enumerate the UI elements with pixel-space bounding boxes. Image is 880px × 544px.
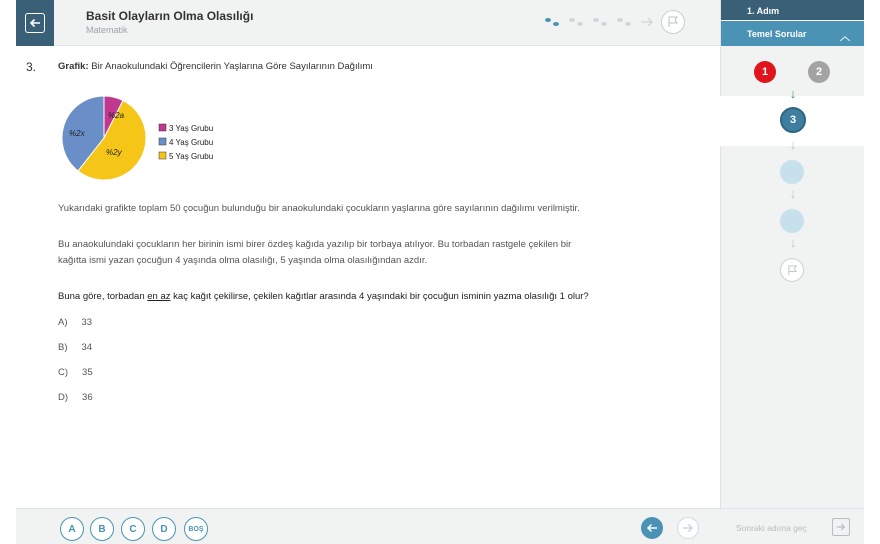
- option-value: 34: [81, 342, 93, 353]
- arrow-down-icon: ↓: [789, 137, 797, 152]
- previous-question-button[interactable]: [641, 517, 663, 539]
- back-arrow-icon: [25, 13, 45, 33]
- answer-button-b[interactable]: B: [90, 517, 114, 541]
- next-question-button[interactable]: [677, 517, 699, 539]
- arrow-down-icon: ↓: [789, 186, 797, 201]
- answer-bar: [16, 508, 720, 544]
- page-title: Basit Olayların Olma Olasılığı: [86, 9, 254, 23]
- arrow-left-icon: [646, 522, 658, 534]
- question-node-empty[interactable]: [780, 209, 804, 233]
- next-step-button[interactable]: [832, 518, 850, 536]
- option-letter: C): [58, 367, 69, 378]
- app: [16, 0, 864, 544]
- question-number: 3.: [26, 60, 37, 74]
- prompt-pre: Buna göre, torbadan: [58, 291, 148, 302]
- answer-button-d[interactable]: D: [152, 517, 176, 541]
- option-a[interactable]: [58, 317, 92, 328]
- chevron-up-icon[interactable]: ︿: [840, 32, 850, 43]
- section-header[interactable]: [721, 20, 864, 46]
- question-node-1[interactable]: 1: [754, 61, 776, 83]
- option-c[interactable]: [58, 367, 93, 378]
- question-title-text: Bir Anaokulundaki Öğrencilerin Yaşlarına Göre Sayılarının Dağılımı: [91, 61, 373, 72]
- paragraph-2a: Bu anaokulundaki çocukların her birinin ismi birer özdeş kağıda yazılıp bir torbaya atılıyor. Bu torbadan rastgele çekilen bir: [58, 239, 572, 250]
- next-step-label[interactable]: Sonraki adıma geç: [736, 523, 807, 533]
- step-label: 1. Adım: [721, 0, 864, 20]
- back-button[interactable]: [16, 0, 54, 46]
- option-letter: D): [58, 392, 69, 403]
- question-node-2[interactable]: 2: [808, 61, 830, 83]
- footsteps-icon: [616, 16, 633, 28]
- paragraph-2b: kağıtta ismi yazan çocuğun 4 yaşında olma olasılığı, 5 yaşında olma olasılığından azdır.: [58, 255, 428, 266]
- question-node-3[interactable]: 3: [780, 107, 806, 133]
- legend-swatch-3: [159, 124, 166, 131]
- arrow-right-icon: [640, 16, 654, 28]
- prompt-underlined: en az: [147, 291, 171, 302]
- paragraph-1: Yukarıdaki grafikte toplam 50 çocuğun bulunduğu bir anaokulundaki çocukların yaşlarına göre sayılarının dağılımı verilmiştir.: [58, 203, 580, 214]
- footsteps-icon: [592, 16, 609, 28]
- prompt-post: kaç kağıt çekilirse, çekilen kağıtlar arasında 4 yaşındaki bir çocuğun isminin yazma olasılığı 1 olur?: [170, 291, 589, 302]
- arrow-right-icon: [836, 522, 846, 532]
- answer-button-blank[interactable]: BOŞ: [184, 517, 208, 541]
- option-d[interactable]: [58, 392, 93, 403]
- slice-label-2y: %2y: [106, 148, 122, 157]
- option-letter: A): [58, 317, 68, 328]
- page-subtitle: Matematik: [86, 25, 128, 35]
- legend-swatch-5: [159, 152, 166, 159]
- option-value: 35: [82, 367, 93, 378]
- legend-label-5: 5 Yaş Grubu: [169, 152, 214, 161]
- finish-flag-icon: [661, 10, 685, 34]
- question-prompt: [58, 291, 589, 302]
- finish-flag-icon: [780, 258, 804, 282]
- option-letter: B): [58, 342, 68, 353]
- section-label: Temel Sorular: [747, 29, 807, 39]
- header: [16, 0, 720, 46]
- answer-button-c[interactable]: C: [121, 517, 145, 541]
- option-value: 36: [82, 392, 93, 403]
- arrow-right-icon: [682, 522, 694, 534]
- arrow-down-icon: ↓: [789, 235, 797, 250]
- legend-label-4: 4 Yaş Grubu: [169, 138, 214, 147]
- question-title: [58, 61, 373, 72]
- question-node-empty[interactable]: [780, 160, 804, 184]
- answer-button-a[interactable]: A: [60, 517, 84, 541]
- slice-label-2a: %2a: [108, 111, 125, 120]
- option-value: 33: [81, 317, 93, 328]
- arrow-down-icon: ↓: [789, 86, 797, 101]
- footsteps-icon: [568, 16, 585, 28]
- legend-label-3: 3 Yaş Grubu: [169, 124, 214, 133]
- question-label: Grafik:: [58, 61, 89, 72]
- progress-steps: [544, 10, 685, 34]
- legend-swatch-4: [159, 138, 166, 145]
- pie-chart: [56, 96, 236, 180]
- footsteps-icon-active: [544, 16, 561, 28]
- next-step-bar: [720, 508, 864, 544]
- option-b[interactable]: [58, 342, 92, 353]
- slice-label-2x: %2x: [69, 129, 85, 138]
